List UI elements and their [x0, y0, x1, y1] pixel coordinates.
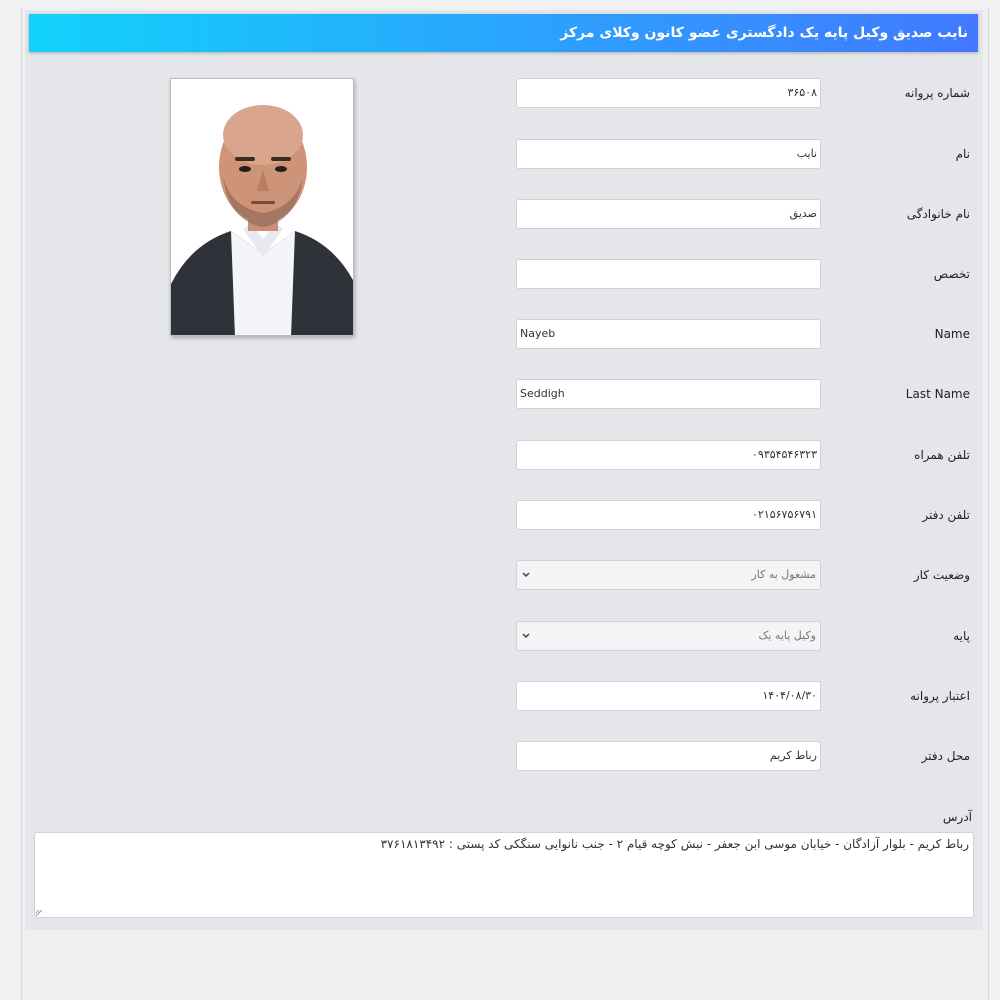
page-title: نایب صدیق وکیل پایه یک دادگستری عضو کانون وکلای مرکز	[29, 14, 978, 52]
row-name-en	[0, 319, 1000, 349]
first-name-input[interactable]: نایب	[516, 139, 821, 169]
grade-value: وکیل پایه یک	[758, 629, 816, 642]
chevron-down-icon	[521, 561, 531, 589]
license-validity-input[interactable]: ۱۴۰۴/۰۸/۳۰	[516, 681, 821, 711]
work-status-value: مشغول به کار	[751, 568, 816, 581]
row-license-validity	[0, 681, 1000, 711]
office-location-label: محل دفتر	[921, 749, 970, 763]
last-name-en-label: Last Name	[905, 387, 970, 401]
row-office-phone	[0, 500, 1000, 530]
resize-grip-icon[interactable]	[35, 909, 43, 917]
family-name-input[interactable]: صدیق	[516, 199, 821, 229]
row-specialty	[0, 259, 1000, 289]
name-en-input[interactable]: Nayeb	[516, 319, 821, 349]
row-family-name	[0, 199, 1000, 229]
address-textarea[interactable]	[34, 832, 974, 918]
last-name-en-input[interactable]: Seddigh	[516, 379, 821, 409]
first-name-label: نام	[955, 147, 970, 161]
office-phone-input[interactable]: ۰۲۱۵۶۷۵۶۷۹۱	[516, 500, 821, 530]
office-phone-label: تلفن دفتر	[922, 508, 970, 522]
license-validity-label: اعتبار پروانه	[910, 689, 970, 703]
mobile-label: تلفن همراه	[914, 448, 970, 462]
specialty-label: تخصص	[933, 267, 970, 281]
row-grade	[0, 621, 1000, 651]
specialty-input[interactable]	[516, 259, 821, 289]
mobile-input[interactable]: ۰۹۳۵۴۵۴۶۳۲۳	[516, 440, 821, 470]
work-status-select[interactable]	[516, 560, 821, 590]
office-location-input[interactable]: رباط کریم	[516, 741, 821, 771]
row-office-location	[0, 741, 1000, 771]
grade-label: پایه	[953, 629, 970, 643]
row-first-name	[0, 139, 1000, 169]
chevron-down-icon	[521, 622, 531, 650]
row-last-name-en	[0, 379, 1000, 409]
address-text: رباط کریم - بلوار آزادگان - خیابان موسی ابن جعفر - نبش کوچه قیام ۲ - جنب نانوایی سنگکی کد پستی : ۳۷۶۱۸۱۳۴۹۲	[380, 837, 969, 851]
row-mobile	[0, 440, 1000, 470]
family-name-label: نام خانوادگی	[906, 207, 970, 221]
row-work-status	[0, 560, 1000, 590]
license-number-input[interactable]: ۳۶۵۰۸	[516, 78, 821, 108]
license-number-label: شماره پروانه	[904, 86, 970, 100]
grade-select[interactable]	[516, 621, 821, 651]
work-status-label: وضعیت کار	[913, 568, 970, 582]
address-label: آدرس	[942, 810, 972, 824]
row-license-number	[0, 78, 1000, 108]
name-en-label: Name	[934, 327, 970, 341]
